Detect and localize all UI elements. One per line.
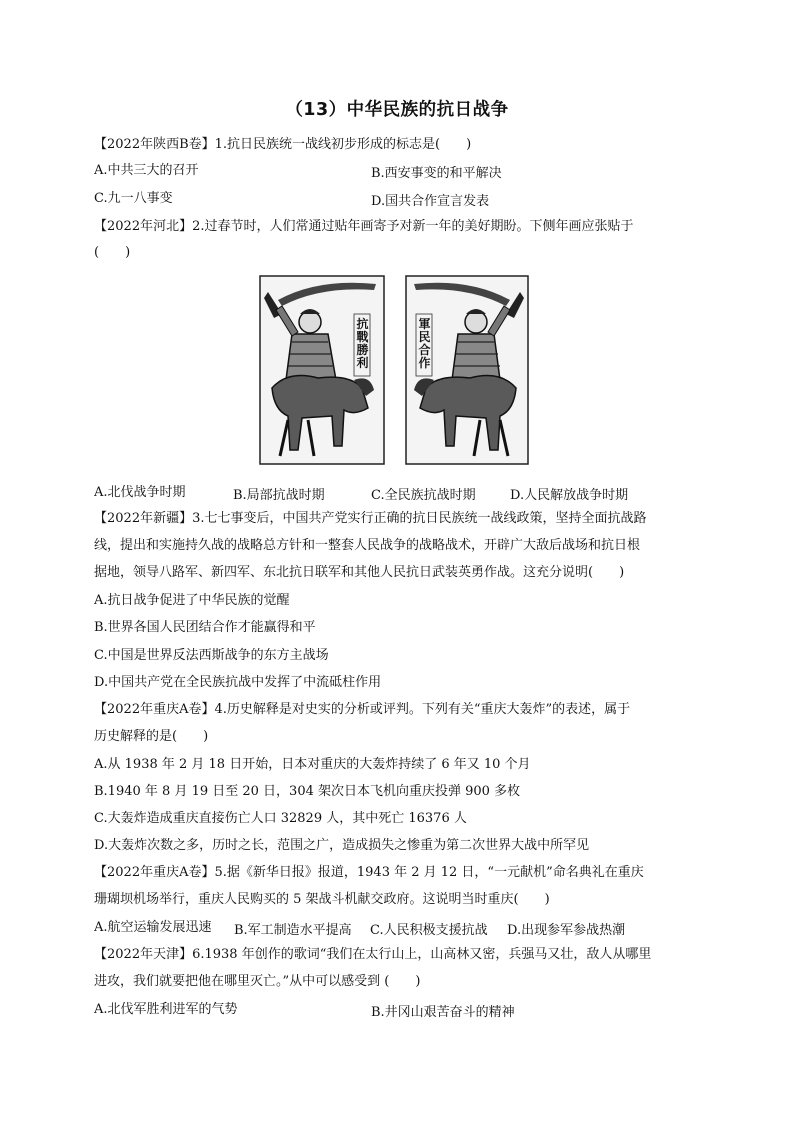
- question-3-stem-line-2: 线，提出和实施持久战的战略总方针和一整套人民战争的战略战术，开辟广大敌后战场和抗日根: [94, 538, 641, 553]
- question-1-option-b: B.西安事变的和平解决: [371, 166, 502, 181]
- question-3-option-d: D.中国共产党在全民族抗战中发挥了中流砥柱作用: [94, 675, 382, 690]
- question-6-option-a: A.北伐军胜利进军的气势: [94, 1002, 238, 1017]
- left-print-caption: 抗 戰 勝 利: [356, 317, 369, 370]
- question-2-option-c: C.全民族抗战时期: [371, 488, 476, 503]
- question-5-option-c: C.人民积极支援抗战: [370, 923, 488, 938]
- question-5-stem-line-2: 珊瑚坝机场举行，重庆人民购买的 5 架战斗机献交政府。这说明当时重庆( ): [94, 892, 550, 907]
- new-year-painting-illustration: [258, 270, 530, 468]
- question-3-option-c: C.中国是世界反法西斯战争的东方主战场: [94, 648, 329, 663]
- question-6-stem-line-1: 【2022年天津】6.1938 年创作的歌词“我们在太行山上，山高林又密，兵强马又壮，敌人从哪里: [94, 947, 652, 962]
- question-3-option-a: A.抗日战争促进了中华民族的觉醒: [94, 593, 290, 608]
- question-2-option-a: A.北伐战争时期: [94, 485, 186, 500]
- question-2-option-d: D.人民解放战争时期: [510, 488, 629, 503]
- question-4-option-d: D.大轰炸次数之多，历时之长，范围之广，造成损失之惨重为第二次世界大战中所罕见: [94, 838, 590, 853]
- question-2-stem-line-1: 【2022年河北】2.过春节时，人们常通过贴年画寄予对新一年的美好期盼。下侧年画应张贴于: [94, 219, 634, 234]
- question-3-stem-line-1: 【2022年新疆】3.七七事变后，中国共产党实行正确的抗日民族统一战线政策，坚持全面抗战路: [94, 511, 647, 526]
- question-3-stem-line-3: 据地，领导八路军、新四军、东北抗日联军和其他人民抗日武装英勇作战。这充分说明( ): [94, 565, 625, 580]
- question-5-option-a: A.航空运输发展迅速: [94, 920, 212, 935]
- page-title: （13）中华民族的抗日战争: [285, 100, 509, 120]
- question-1-option-c: C.九一八事变: [94, 191, 173, 206]
- new-year-painting-figure: [258, 270, 530, 468]
- left-door-god-print: [260, 276, 384, 464]
- question-6-stem-line-2: 进攻，我们就要把他在哪里灭亡。”从中可以感受到 ( ): [94, 974, 421, 989]
- question-3-option-b: B.世界各国人民团结合作才能赢得和平: [94, 620, 316, 635]
- question-1-option-a: A.中共三大的召开: [94, 163, 199, 178]
- question-2-option-b: B.局部抗战时期: [233, 488, 325, 503]
- right-door-god-print: [406, 276, 528, 464]
- question-6-option-b: B.井冈山艰苦奋斗的精神: [371, 1005, 515, 1020]
- question-4-option-a: A.从 1938 年 2 月 18 日开始，日本对重庆的大轰炸持续了 6 年又 10 个月: [94, 757, 531, 772]
- question-4-stem-line-1: 【2022年重庆A卷】4.历史解释是对史实的分析或评判。下列有关“重庆大轰炸”的表述，属于: [94, 702, 631, 717]
- question-4-stem-line-2: 历史解释的是( ): [94, 729, 209, 744]
- question-5-stem-line-1: 【2022年重庆A卷】5.据《新华日报》报道，1943 年 2 月 12 日，“一元献机”命名典礼在重庆: [94, 865, 644, 880]
- question-4-option-b: B.1940 年 8 月 19 日至 20 日，304 架次日本飞机向重庆投弹 900 多枚: [94, 784, 521, 799]
- question-4-option-c: C.大轰炸造成重庆直接伤亡人口 32829 人，其中死亡 16376 人: [94, 811, 467, 826]
- question-5-option-d: D.出现参军参战热潮: [507, 923, 626, 938]
- question-5-option-b: B.军工制造水平提高: [234, 923, 352, 938]
- right-print-caption: 軍 民 合 作: [418, 317, 431, 370]
- question-1-stem: 【2022年陕西B卷】1.抗日民族统一战线初步形成的标志是( ): [94, 137, 472, 152]
- question-1-option-d: D.国共合作宣言发表: [371, 194, 490, 209]
- question-2-stem-line-2: ( ): [94, 245, 131, 260]
